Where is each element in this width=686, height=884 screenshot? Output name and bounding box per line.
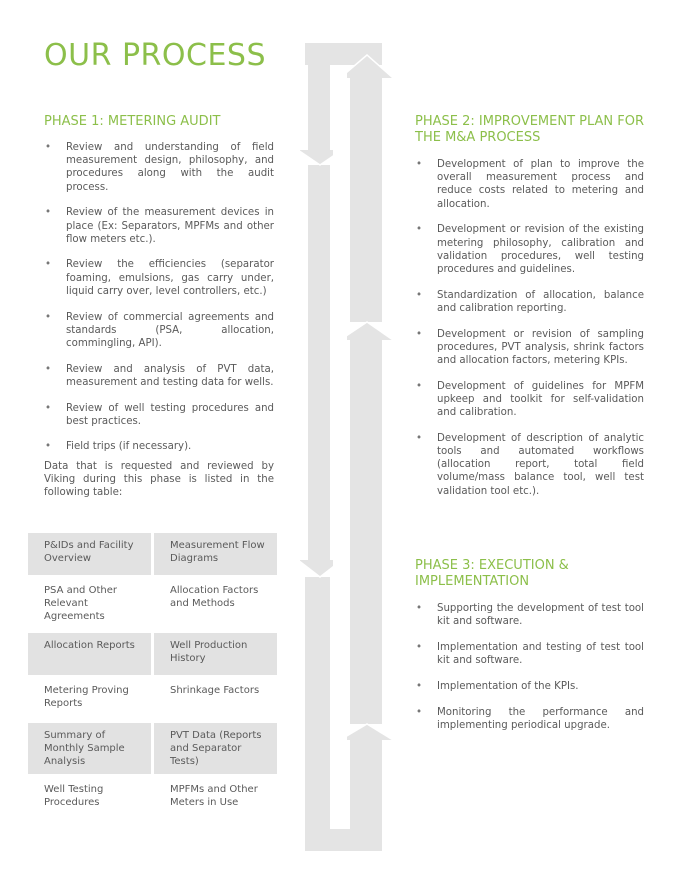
phase3-bullet: • Implementation of the KPIs. [415, 680, 644, 693]
table-cell: Allocation Factors and Methods [170, 585, 259, 610]
table-row [28, 777, 277, 819]
table-cell: Metering Proving Reports [44, 684, 129, 709]
phase2-bullet: • Development or revision of the existing metering philosophy, calibration and validation procedures, well testing procedures and guidelines. [415, 223, 644, 276]
table-cell: PVT Data (Reports and Separator Tests) [154, 723, 277, 775]
phase1-bullet: • Review of well testing procedures and best practices. [44, 402, 274, 428]
phase3-heading-line1: PHASE 3: EXECUTION & [415, 558, 569, 573]
table-row [28, 578, 277, 630]
phase2-bullet: • Development of plan to improve the overall measurement process and reduce costs related to metering and allocation. [415, 158, 644, 211]
up-arrow-icon [340, 55, 393, 322]
phase2-bullet-list [415, 158, 644, 510]
phase1-intro-text: Data that is requested and reviewed by Viking during this phase is listed in the following table: [44, 461, 274, 499]
phase1-bullet: • Review and understanding of field measurement design, philosophy, and procedures along with the audit process. [44, 141, 274, 194]
table-cell: Well Production History [154, 633, 277, 675]
table-cell: Summary of Monthly Sample Analysis [28, 723, 151, 775]
table-cell: MPFMs and Other Meters in Use [170, 784, 258, 809]
table-row [28, 633, 277, 675]
phase1-bullet: • Review and analysis of PVT data, measurement and testing data for wells. [44, 363, 274, 389]
data-request-table [25, 530, 280, 822]
phase1-bullet: • Review the efficiencies (separator foaming, emulsions, gas carry under, liquid carry over, level controllers, etc.) [44, 258, 274, 298]
phase3-heading [415, 558, 569, 590]
phase1-bullet: • Field trips (if necessary). [44, 440, 274, 453]
table-cell: Shrinkage Factors [170, 684, 260, 696]
table-cell: Well Testing Procedures [44, 784, 104, 809]
up-arrow-icon [340, 322, 393, 724]
table-row [28, 678, 277, 720]
phase3-bullet-list [415, 602, 644, 744]
phase3-bullet: • Implementation and testing of test tool kit and software. [415, 641, 644, 667]
phase3-heading-line2: IMPLEMENTATION [415, 574, 530, 589]
table-cell: PSA and Other Relevant Agreements [44, 585, 117, 623]
phase2-heading-line1: PHASE 2: IMPROVEMENT PLAN FOR [415, 114, 645, 129]
phase2-bullet: • Standardization of allocation, balance and calibration reporting. [415, 289, 644, 315]
phase3-bullet: • Supporting the development of test tool kit and software. [415, 602, 644, 628]
phase1-bullet: • Review of the measurement devices in place (Ex: Separators, MPFMs and other flow meters etc.). [44, 206, 274, 246]
phase2-heading [415, 114, 644, 146]
table-cell: P&IDs and Facility Overview [28, 533, 151, 575]
phase1-heading: PHASE 1: METERING AUDIT [44, 114, 221, 129]
phase3-bullet: • Monitoring the performance and implementing periodical upgrade. [415, 706, 644, 732]
table-cell: Measurement Flow Diagrams [154, 533, 277, 575]
phase2-bullet: • Development of description of analytic tools and automated workflows (allocation report, total field volume/mass balance tool, well test validation tool etc.). [415, 432, 644, 498]
phase2-heading-line2: THE M&A PROCESS [415, 130, 541, 145]
table-row [28, 723, 277, 775]
phase1-bullet-list [44, 141, 274, 466]
phase2-bullet: • Development of guidelines for MPFM upkeep and toolkit for self-validation and calibration. [415, 380, 644, 420]
process-flow-arrows [300, 40, 396, 854]
table-cell: Allocation Reports [28, 633, 151, 675]
phase2-bullet: • Development or revision of sampling procedures, PVT analysis, shrink factors and allocation factors, metering KPIs. [415, 328, 644, 368]
phase1-bullet: • Review of commercial agreements and standards (PSA, allocation, commingling, API). [44, 311, 274, 351]
flow-channel [333, 66, 347, 826]
table-row [28, 533, 277, 575]
page-title: OUR PROCESS [44, 38, 266, 73]
